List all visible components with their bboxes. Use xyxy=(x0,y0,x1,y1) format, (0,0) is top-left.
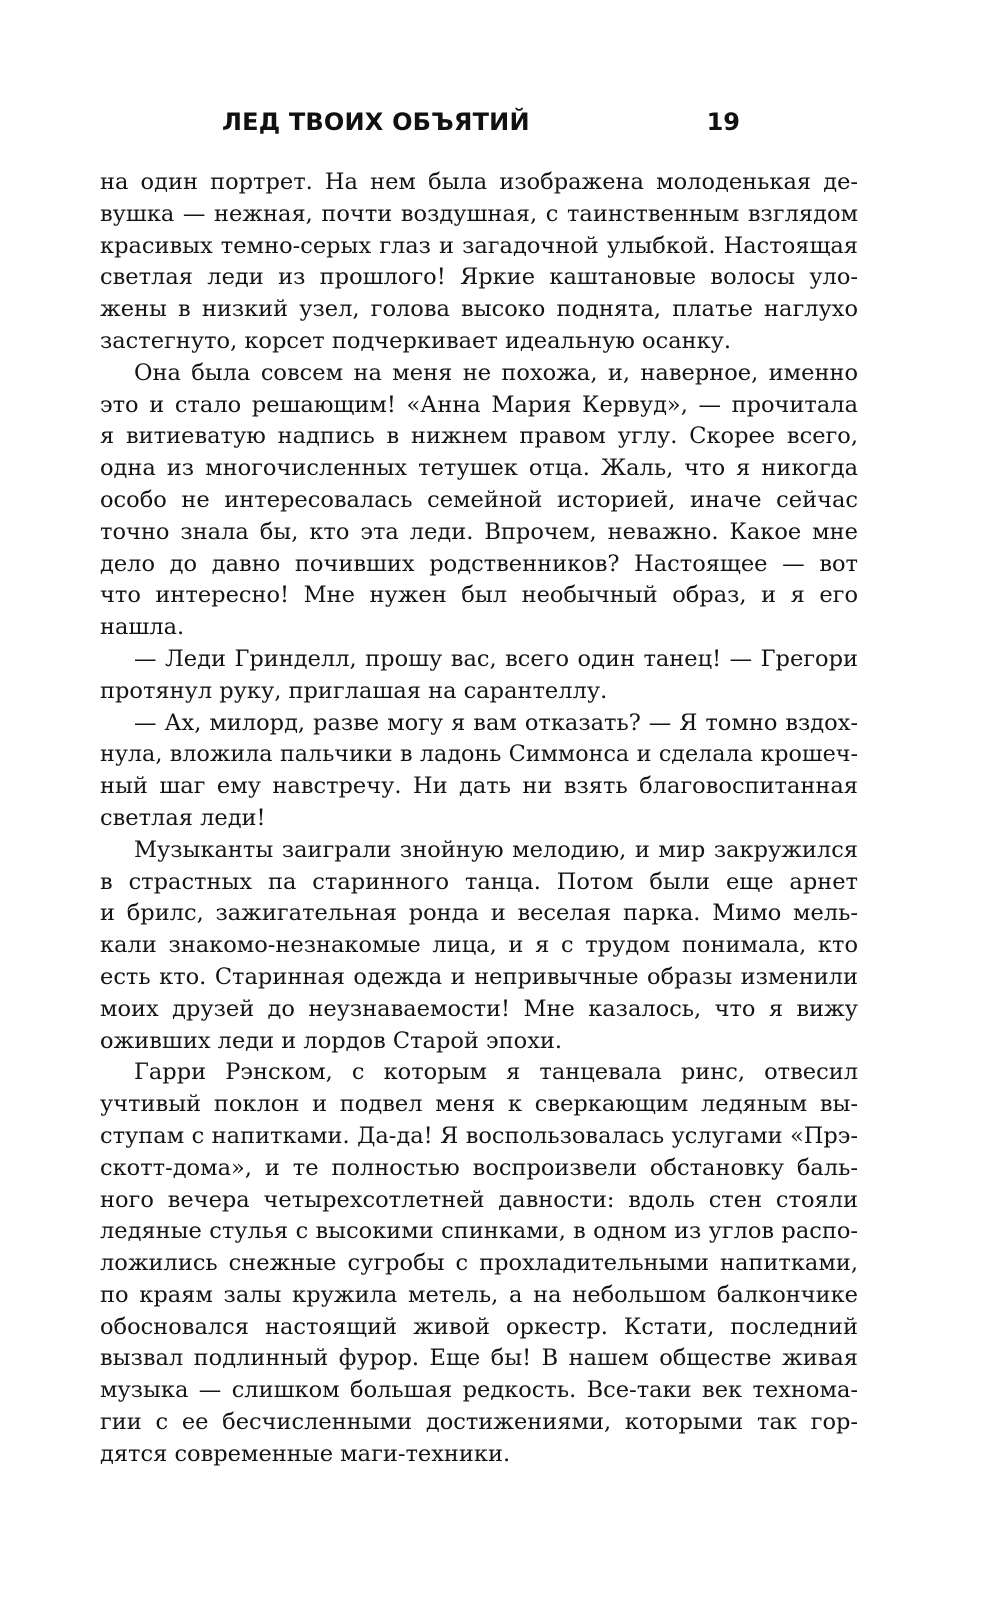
text-line: Она была совсем на меня не похожа, и, наверное, именно xyxy=(134,359,858,386)
text-line: на один портрет. На нем была изображена молоденькая де- xyxy=(100,169,858,195)
text-line: Гарри Рэнском, с которым я танцевала ринс, отвесил xyxy=(134,1059,858,1086)
text-line: светлая леди! xyxy=(100,804,266,831)
text-line: учтивый поклон и подвел меня к сверкающим ледяным вы- xyxy=(100,1091,858,1118)
body-text xyxy=(100,167,858,1471)
text-line: жены в низкий узел, голова высоко поднята, платье наглухо xyxy=(100,296,858,323)
text-line: оживших леди и лордов Старой эпохи. xyxy=(100,1027,563,1054)
text-line: есть кто. Старинная одежда и непривычные образы изменили xyxy=(100,963,858,990)
text-line: дятся современные маги-техники. xyxy=(100,1440,511,1467)
text-line: я витиеватую надпись в нижнем правом углу. Скорее всего, xyxy=(100,423,858,450)
text-line: что интересно! Мне нужен был необычный образ, и я его xyxy=(100,582,858,609)
text-line: кали знакомо-незнакомые лица, и я с трудом понимала, кто xyxy=(100,932,858,959)
text-line: вушка — нежная, почти воздушная, с таинственным взглядом xyxy=(100,200,858,227)
text-line: застегнуто, корсет подчеркивает идеальную осанку. xyxy=(100,327,732,354)
text-line: музыка — слишком большая редкость. Все-таки век технома- xyxy=(100,1377,858,1404)
text-line: дело до давно почивших родственников? Настоящее — вот xyxy=(100,550,858,577)
text-line: красивых темно-серых глаз и загадочной улыбкой. Настоящая xyxy=(100,232,858,259)
text-line: ного вечера четырехсотлетней давности: вдоль стен стояли xyxy=(100,1186,858,1213)
text-line: это и стало решающим! «Анна Мария Кервуд», — прочитала xyxy=(100,391,858,418)
text-line: нула, вложила пальчики в ладонь Симмонса и сделала крошеч- xyxy=(100,741,858,768)
text-line: — Леди Гринделл, прошу вас, всего один танец! — Грегори xyxy=(134,645,858,672)
text-line: вызвал подлинный фурор. Еще бы! В нашем обществе живая xyxy=(100,1345,858,1372)
page-number: 19 xyxy=(706,108,740,136)
text-line: ложились снежные сугробы с прохладительными напитками, xyxy=(100,1250,858,1277)
text-line: в страстных па старинного танца. Потом были еще арнет xyxy=(100,868,858,895)
text-line: ступам с напитками. Да-да! Я воспользовалась услугами «Прэ- xyxy=(100,1122,858,1149)
text-line: ледяные стулья с высокими спинками, в одном из углов распо- xyxy=(100,1218,858,1245)
text-line: обосновался настоящий живой оркестр. Кстати, последний xyxy=(100,1313,858,1340)
text-line: особо не интересовалась семейной историей, иначе сейчас xyxy=(100,486,858,513)
text-line: — Ах, милорд, разве могу я вам отказать? — Я томно вздох- xyxy=(134,709,858,736)
text-line: одна из многочисленных тетушек отца. Жаль, что я никогда xyxy=(100,455,858,482)
text-line: гии с ее бесчисленными достижениями, которыми так гор- xyxy=(100,1409,858,1436)
text-line: протянул руку, приглашая на сарантеллу. xyxy=(100,677,608,704)
text-line: нашла. xyxy=(100,614,185,641)
text-line: ный шаг ему навстречу. Ни дать ни взять благовоспитанная xyxy=(100,773,858,800)
text-line: скотт-дома», и те полностью воспроизвели обстановку баль- xyxy=(100,1154,858,1181)
text-line: светлая леди из прошлого! Яркие каштановые волосы уло- xyxy=(100,264,858,291)
text-line: по краям залы кружила метель, а на небольшом балкончике xyxy=(100,1281,858,1308)
text-line: точно знала бы, кто эта леди. Впрочем, неважно. Какое мне xyxy=(100,518,858,545)
running-header xyxy=(222,108,740,144)
text-line: и брилс, зажигательная ронда и веселая парка. Мимо мель- xyxy=(100,900,858,927)
text-line: моих друзей до неузнаваемости! Мне казалось, что я вижу xyxy=(100,995,858,1022)
book-title: ЛЕД ТВОИХ ОБЪЯТИЙ xyxy=(222,108,530,136)
text-line: Музыканты заиграли знойную мелодию, и мир закружился xyxy=(134,836,858,863)
